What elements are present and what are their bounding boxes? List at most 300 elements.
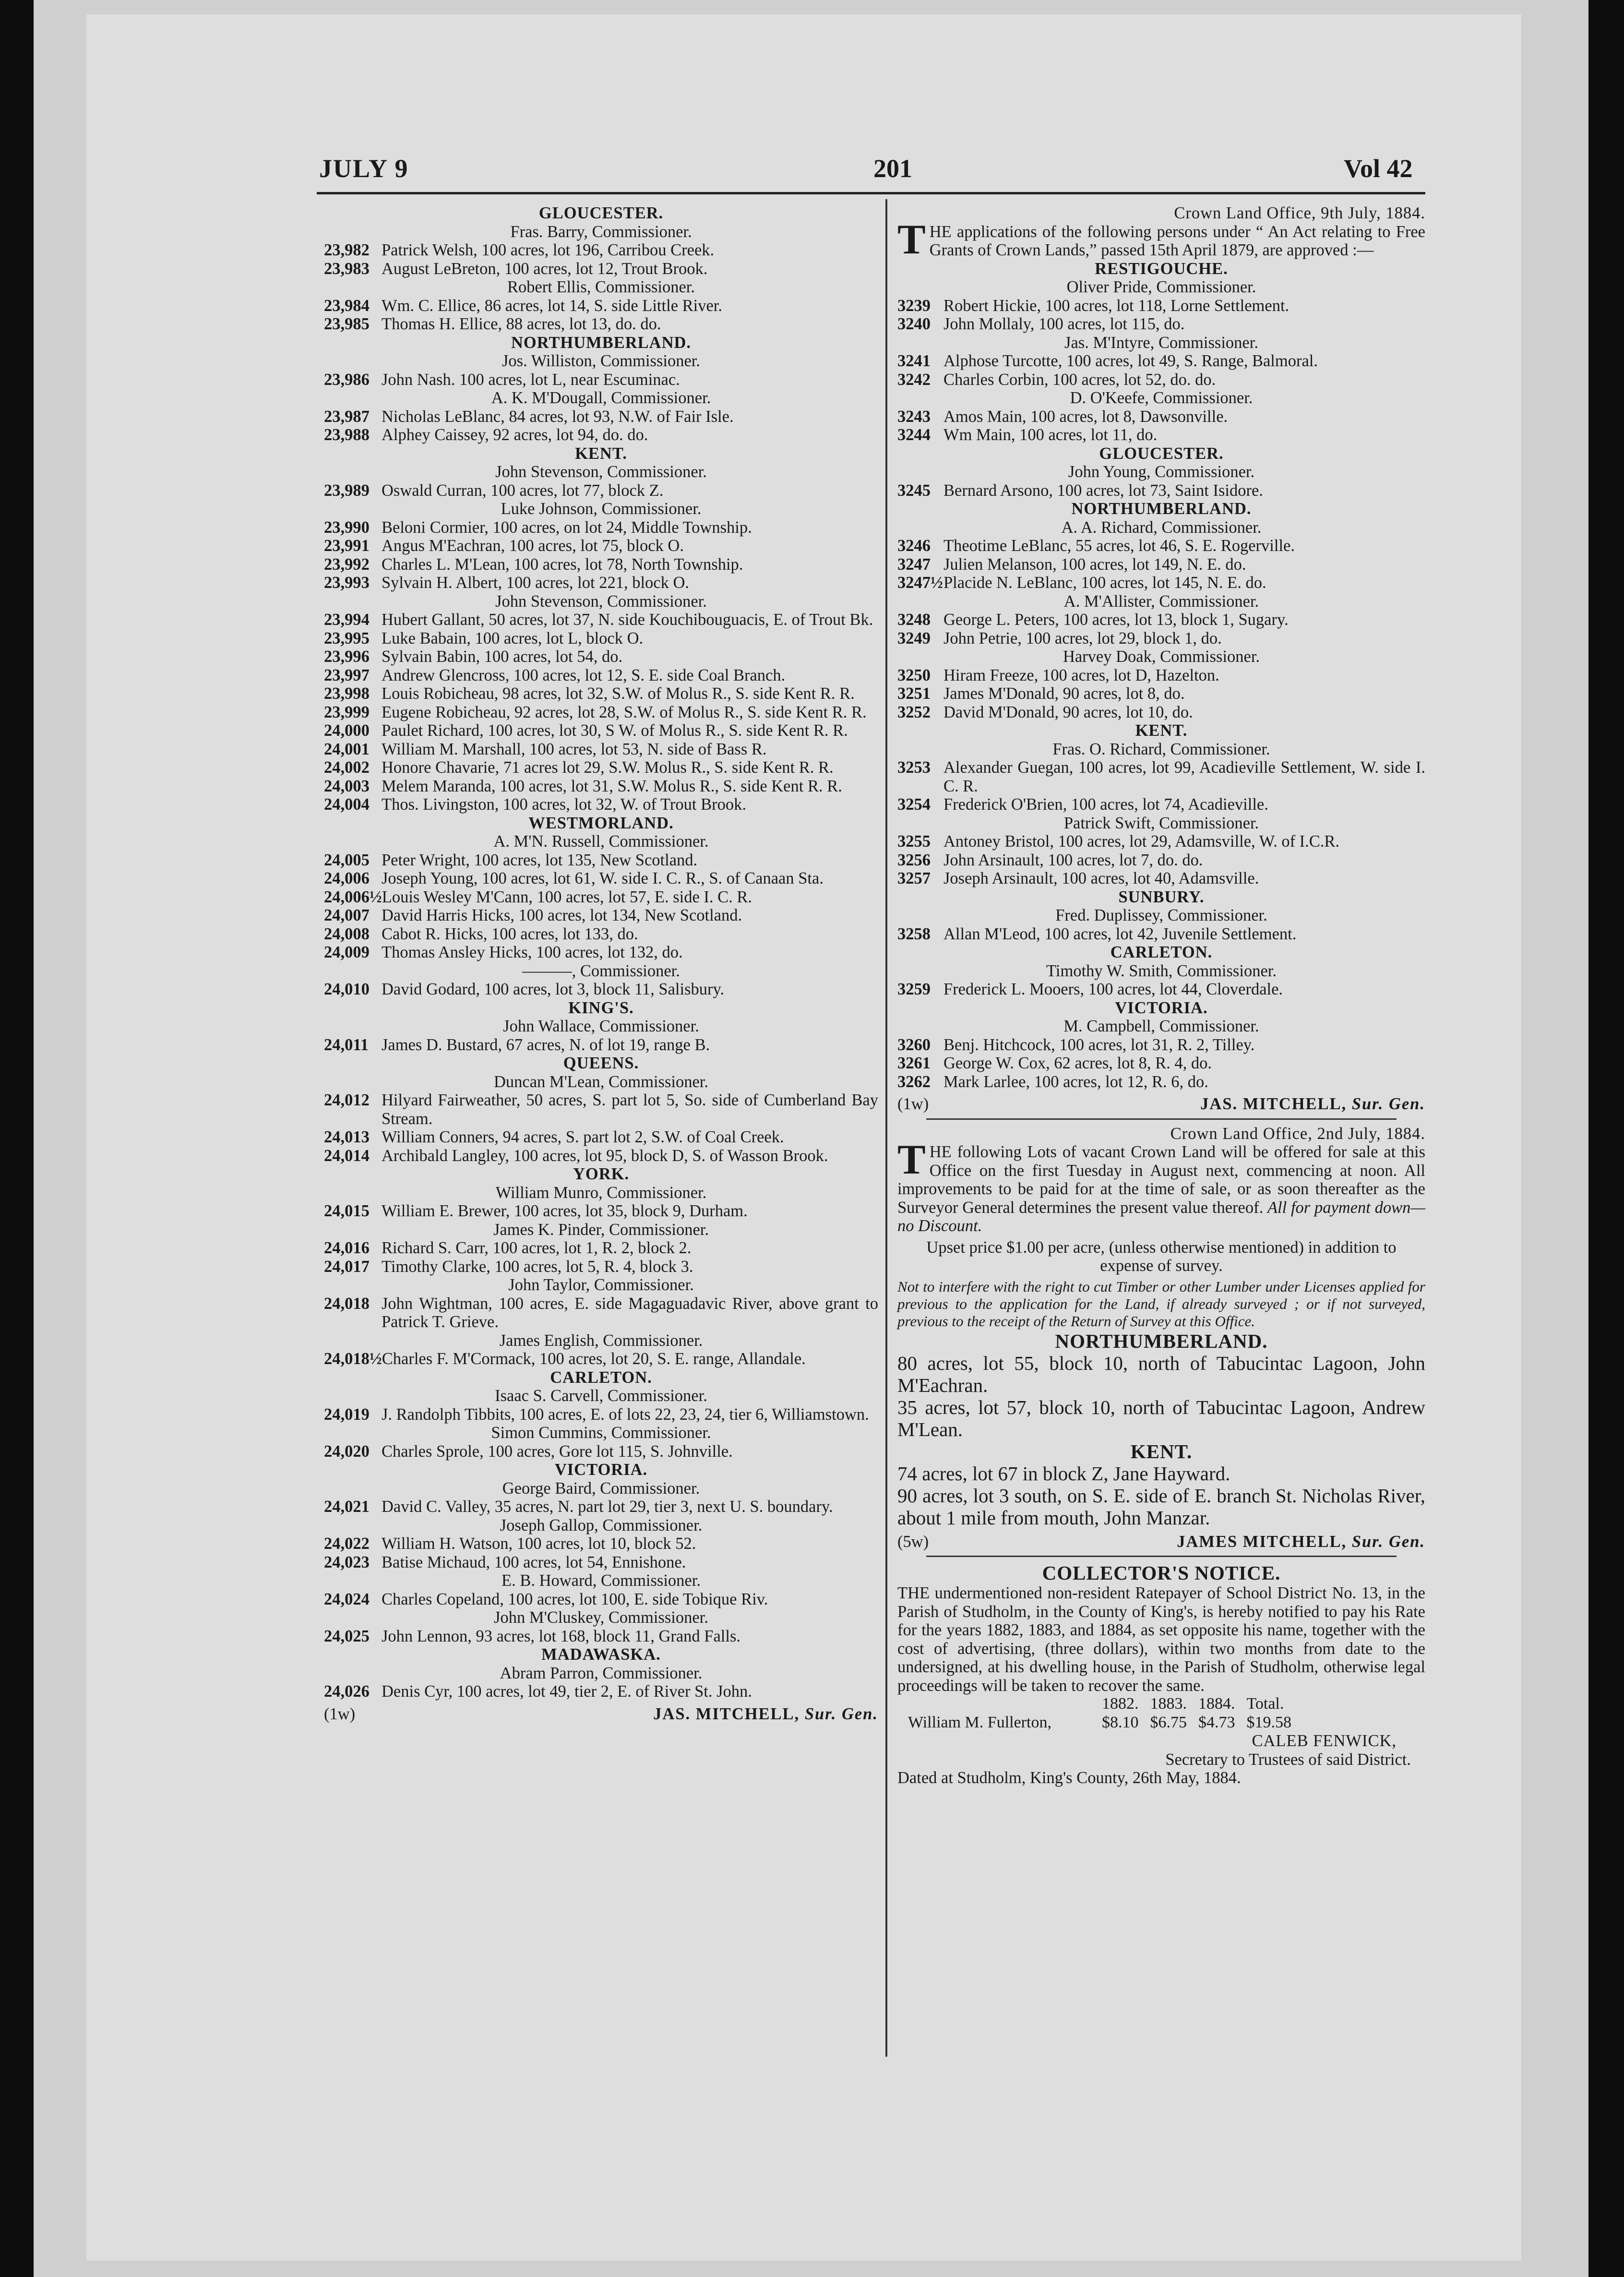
commissioner-line: Luke Johnson, Commissioner. <box>501 500 702 518</box>
commissioner-line: E. B. Howard, Commissioner. <box>502 1571 701 1590</box>
rate-table-header <box>902 1695 1297 1714</box>
grant-entry <box>897 352 1425 371</box>
grant-number: 24,023 <box>324 1553 370 1571</box>
grant-text: Cabot R. Hicks, 100 acres, lot 133, do. <box>382 924 638 943</box>
grant-entry <box>324 1036 878 1055</box>
county-heading: YORK. <box>573 1165 630 1183</box>
grant-text: Angus M'Eachran, 100 acres, lot 75, block O. <box>382 537 684 555</box>
free-grant-list-continued <box>324 204 878 1701</box>
grant-entry <box>324 703 878 722</box>
grant-text: Hilyard Fairweather, 50 acres, S. part lot 5, So. side of Cumberland Bay Stream. <box>382 1091 878 1128</box>
grant-number: 24,007 <box>324 906 370 924</box>
lot-list <box>897 1330 1425 1529</box>
grant-text: Nicholas LeBlanc, 84 acres, lot 93, N.W. of Fair Isle. <box>382 407 734 426</box>
county-heading: MADAWASKA. <box>541 1645 661 1664</box>
grant-entry <box>324 629 878 648</box>
commissioner-line: Jas. M'Intyre, Commissioner. <box>1064 333 1258 352</box>
grant-number: 24,009 <box>324 943 370 961</box>
grant-entry <box>897 832 1425 851</box>
grant-number: 23,995 <box>324 629 370 647</box>
grant-entry <box>324 795 878 814</box>
commissioner-line: James K. Pinder, Commissioner. <box>493 1220 709 1239</box>
grant-entry <box>324 315 878 334</box>
notice-dateline: Crown Land Office, 2nd July, 1884. <box>1170 1124 1425 1143</box>
rate-table-header-cell: 1883. <box>1150 1695 1187 1713</box>
county-heading: NORTHUMBERLAND. <box>1055 1330 1268 1352</box>
grant-text: Thos. Livingston, 100 acres, lot 32, W. of Trout Brook. <box>382 795 746 814</box>
grant-entry <box>324 407 878 426</box>
grant-text: Allan M'Leod, 100 acres, lot 42, Juvenile Settlement. <box>943 924 1297 943</box>
grant-number: 3250 <box>897 666 931 684</box>
grant-entry <box>324 1091 878 1128</box>
grant-number: 24,019 <box>324 1405 370 1424</box>
rate-cell: $6.75 <box>1150 1713 1187 1731</box>
county-heading: KENT. <box>1130 1440 1193 1462</box>
grant-entry <box>897 703 1425 722</box>
grant-entry <box>324 1239 878 1258</box>
grant-entry <box>324 297 878 315</box>
grant-text: Honore Chavarie, 71 acres lot 29, S.W. Molus R., S. side Kent R. R. <box>382 758 834 777</box>
notice-intro-italic: All for payment down— no Discount. <box>897 1198 1426 1235</box>
grant-entry <box>897 629 1425 648</box>
grant-entry <box>324 1627 878 1646</box>
grant-text: Richard S. Carr, 100 acres, lot 1, R. 2, block 2. <box>382 1239 692 1257</box>
grant-number: 3256 <box>897 851 931 869</box>
grant-entry <box>324 1258 878 1276</box>
commissioner-line: Patrick Swift, Commissioner. <box>1063 814 1259 832</box>
header-rule <box>317 192 1425 194</box>
county-heading: CARLETON. <box>550 1368 652 1387</box>
rate-table-header-cell <box>902 1695 1096 1714</box>
signature-title: Sur. Gen. <box>1351 1532 1425 1551</box>
grant-number: 3257 <box>897 869 931 887</box>
grant-text: Hubert Gallant, 50 acres, lot 37, N. side Kouchibouguacis, E. of Trout Bk. <box>382 611 873 629</box>
county-heading: KENT. <box>1135 721 1188 740</box>
grant-entry <box>324 888 878 907</box>
rate-table-header-cell: 1882. <box>1102 1695 1139 1713</box>
grant-number: 23,996 <box>324 647 370 666</box>
grant-entry <box>897 537 1425 555</box>
grant-text: John Lennon, 93 acres, lot 168, block 11, Grand Falls. <box>382 1627 741 1645</box>
grant-text: Frederick L. Mooers, 100 acres, lot 44, Cloverdale. <box>943 980 1283 998</box>
grant-text: Julien Melanson, 100 acres, lot 149, N. E. do. <box>943 555 1246 574</box>
grant-text: James M'Donald, 90 acres, lot 8, do. <box>943 684 1185 703</box>
grant-text: Mark Larlee, 100 acres, lot 12, R. 6, do. <box>943 1072 1208 1091</box>
grant-number: 24,002 <box>324 758 370 777</box>
commissioner-line: James English, Commissioner. <box>499 1331 703 1350</box>
column-divider <box>885 199 887 2057</box>
grant-entry <box>897 980 1425 999</box>
county-heading: SUNBURY. <box>1118 887 1205 906</box>
grant-entry <box>897 1054 1425 1073</box>
commissioner-line: John Stevenson, Commissioner. <box>495 463 707 481</box>
county-heading: VICTORIA. <box>1115 998 1208 1017</box>
grant-number: 23,989 <box>324 481 370 500</box>
grant-number: 24,006½ <box>324 887 382 906</box>
grant-text: August LeBreton, 100 acres, lot 12, Trout Brook. <box>382 259 708 278</box>
grant-text: Charles Copeland, 100 acres, lot 100, E. side Tobique Riv. <box>382 1590 768 1608</box>
grant-entry <box>324 1682 878 1701</box>
grant-number: 24,018½ <box>324 1350 382 1368</box>
commissioner-line: Isaac S. Carvell, Commissioner. <box>495 1387 707 1405</box>
grant-entry <box>897 684 1425 703</box>
grant-number: 3251 <box>897 684 931 703</box>
grant-entry <box>324 1202 878 1221</box>
collectors-notice <box>897 1562 1425 1787</box>
county-heading: NORTHUMBERLAND. <box>1071 500 1252 518</box>
grant-text: Oswald Curran, 100 acres, lot 77, block Z. <box>382 481 664 500</box>
notice-signature <box>897 1533 1425 1551</box>
timber-note: Not to interfere with the right to cut Timber or other Lumber under Licenses applied for previous to the application for the Land, if already surveyed ; or if not surveyed, previous to the receipt of the Return of Survey at this Office. <box>897 1278 1425 1330</box>
grant-text: Louis Robicheau, 98 acres, lot 32, S.W. of Molus R., S. side Kent R. R. <box>382 684 855 703</box>
grant-number: 3258 <box>897 924 931 943</box>
signature-title: Sur. Gen. <box>804 1704 878 1723</box>
grant-text: Denis Cyr, 100 acres, lot 49, tier 2, E. of River St. John. <box>382 1682 752 1701</box>
grant-text: Amos Main, 100 acres, lot 8, Dawsonville. <box>943 407 1228 426</box>
grant-entry <box>897 1073 1425 1091</box>
county-heading: GLOUCESTER. <box>1099 444 1224 463</box>
county-heading: NORTHUMBERLAND. <box>511 333 692 352</box>
grant-entry <box>324 721 878 740</box>
right-column <box>897 204 1425 1787</box>
grant-text: Thomas H. Ellice, 88 acres, lot 13, do. do. <box>382 315 661 333</box>
grant-entry <box>897 555 1425 574</box>
grant-number: 24,006 <box>324 869 370 887</box>
commissioner-line: John Stevenson, Commissioner. <box>495 592 707 611</box>
header-volume: Vol 42 <box>1344 154 1413 183</box>
grant-text: Andrew Glencross, 100 acres, lot 12, S. E. side Coal Branch. <box>382 666 786 684</box>
grant-number: 23,987 <box>324 407 370 426</box>
free-grant-list <box>897 260 1425 1091</box>
lot-entry: 90 acres, lot 3 south, on S. E. side of E. branch St. Nicholas River, about 1 mile from mouth, John Manzar. <box>897 1484 1425 1529</box>
commissioner-line: Joseph Gallop, Commissioner. <box>500 1516 703 1534</box>
grant-number: 23,999 <box>324 703 370 721</box>
grant-number: 24,000 <box>324 721 370 740</box>
county-heading: GLOUCESTER. <box>538 204 664 222</box>
grant-entry <box>324 1553 878 1572</box>
notice-dateline: Crown Land Office, 9th July, 1884. <box>1174 204 1425 222</box>
commissioner-line: John Wallace, Commissioner. <box>503 1017 699 1035</box>
commissioner-line: Duncan M'Lean, Commissioner. <box>494 1072 708 1091</box>
grant-number: 24,014 <box>324 1146 370 1165</box>
county-heading: KENT. <box>575 444 627 463</box>
insertion-mark: (1w) <box>324 1704 356 1723</box>
insertion-mark: (5w) <box>897 1532 929 1551</box>
grant-text: Wm. C. Ellice, 86 acres, lot 14, S. side Little River. <box>382 296 722 315</box>
grant-text: David C. Valley, 35 acres, N. part lot 29, tier 3, next U. S. boundary. <box>382 1498 833 1516</box>
grant-text: David Harris Hicks, 100 acres, lot 134, New Scotland. <box>382 906 742 924</box>
grant-text: Benj. Hitchcock, 100 acres, lot 31, R. 2, Tilley. <box>943 1035 1255 1054</box>
grant-text: John Mollaly, 100 acres, lot 115, do. <box>943 315 1185 333</box>
signer-title: Secretary to Trustees of said District. <box>1165 1750 1411 1769</box>
signature-name: JAS. MITCHELL, <box>1200 1095 1347 1113</box>
grant-number: 23,984 <box>324 296 370 315</box>
grant-entry <box>324 684 878 703</box>
grant-text: John Wightman, 100 acres, E. side Magaguadavic River, above grant to Patrick T. Grieve. <box>382 1294 878 1331</box>
grant-text: Placide N. LeBlanc, 100 acres, lot 145, N. E. do. <box>943 574 1266 592</box>
drop-cap: T <box>897 216 926 263</box>
land-sale-notice <box>897 1125 1425 1551</box>
grant-number: 24,012 <box>324 1091 370 1109</box>
header-page-number: 201 <box>873 154 912 183</box>
grant-text: Timothy Clarke, 100 acres, lot 5, R. 4, block 3. <box>382 1257 693 1276</box>
grant-number: 23,985 <box>324 315 370 333</box>
commissioner-line: ———, Commissioner. <box>522 961 680 980</box>
grant-number: 24,017 <box>324 1257 370 1276</box>
commissioner-line: A. A. Richard, Commissioner. <box>1061 518 1262 537</box>
grant-entry <box>897 371 1425 389</box>
grant-number: 3252 <box>897 703 931 721</box>
rate-table-header-cell: 1884. <box>1198 1695 1235 1713</box>
grant-entry <box>324 426 878 444</box>
grant-entry <box>324 481 878 500</box>
section-rule <box>926 1118 1397 1120</box>
commissioner-line: Simon Cummins, Commissioner. <box>491 1424 711 1442</box>
commissioner-line: Fras. Barry, Commissioner. <box>510 222 692 241</box>
grant-text: David Godard, 100 acres, lot 3, block 11, Salisbury. <box>382 980 725 998</box>
commissioner-line: Fras. O. Richard, Commissioner. <box>1052 740 1270 758</box>
grant-entry <box>897 851 1425 870</box>
county-heading: VICTORIA. <box>554 1461 648 1479</box>
grant-number: 23,983 <box>324 259 370 278</box>
grant-number: 3253 <box>897 758 931 777</box>
grant-number: 3239 <box>897 296 931 315</box>
grant-number: 3249 <box>897 629 931 647</box>
commissioner-line: M. Campbell, Commissioner. <box>1063 1017 1259 1035</box>
lot-entry: 80 acres, lot 55, block 10, north of Tabucintac Lagoon, John M'Eachran. <box>897 1352 1425 1396</box>
grant-number: 3254 <box>897 795 931 814</box>
commissioner-line: Robert Ellis, Commissioner. <box>507 278 695 296</box>
insertion-mark: (1w) <box>897 1095 929 1113</box>
grant-number: 3247½ <box>897 574 943 592</box>
grant-entry <box>324 574 878 592</box>
grant-entry <box>324 260 878 278</box>
grant-entry <box>897 315 1425 334</box>
grant-number: 24,004 <box>324 795 370 814</box>
rate-table-header-cell: Total. <box>1246 1695 1284 1713</box>
grant-text: Peter Wright, 100 acres, lot 135, New Scotland. <box>382 851 698 869</box>
commissioner-line: A. M'N. Russell, Commissioner. <box>493 832 709 851</box>
grant-number: 3247 <box>897 555 931 574</box>
grant-entry <box>897 666 1425 685</box>
county-heading: WESTMORLAND. <box>528 814 674 832</box>
grant-entry <box>324 1590 878 1609</box>
grant-entry <box>324 647 878 666</box>
grant-text: Frederick O'Brien, 100 acres, lot 74, Acadieville. <box>943 795 1268 814</box>
grant-text: Charles F. M'Cormack, 100 acres, lot 20, S. E. range, Allandale. <box>382 1350 806 1368</box>
grant-entry <box>897 611 1425 629</box>
grant-number: 24,025 <box>324 1627 370 1645</box>
grant-text: Patrick Welsh, 100 acres, lot 196, Carribou Creek. <box>382 241 715 259</box>
grant-entry <box>324 777 878 796</box>
grant-entry <box>324 1534 878 1553</box>
grant-number: 24,026 <box>324 1682 370 1701</box>
grant-entry <box>897 297 1425 315</box>
grant-entry <box>897 407 1425 426</box>
commissioner-line: Oliver Pride, Commissioner. <box>1066 278 1256 296</box>
commissioner-line: Timothy W. Smith, Commissioner. <box>1046 961 1277 980</box>
grant-entry <box>897 1036 1425 1055</box>
grant-number: 23,992 <box>324 555 370 574</box>
commissioner-line: Abram Parron, Commissioner. <box>500 1664 703 1682</box>
grant-number: 23,991 <box>324 537 370 555</box>
header-date: JULY 9 <box>319 154 409 183</box>
commissioner-line: John Young, Commissioner. <box>1068 463 1255 481</box>
grant-text: William E. Brewer, 100 acres, lot 35, block 9, Durham. <box>382 1202 748 1220</box>
grant-number: 23,988 <box>324 426 370 444</box>
grant-number: 23,993 <box>324 574 370 592</box>
grant-text: William M. Marshall, 100 acres, lot 53, N. side of Bass R. <box>382 740 767 758</box>
grant-number: 3259 <box>897 980 931 998</box>
grant-entry <box>324 611 878 629</box>
grant-text: Alexander Guegan, 100 acres, lot 99, Acadieville Settlement, W. side I. C. R. <box>943 758 1425 795</box>
rate-cell: $8.10 <box>1102 1713 1139 1731</box>
notice-intro: HE following Lots of vacant Crown Land will be offered for sale at this Office on the first Tuesday in August next, commencing at noon. All improvements to be paid for at the time of sale, or as soon thereafter as the Surveyor General determines the present value thereof. <box>897 1143 1425 1217</box>
grant-text: Theotime LeBlanc, 55 acres, lot 46, S. E. Rogerville. <box>943 537 1295 555</box>
ratepayer-name: William M. Fullerton, <box>908 1713 1051 1731</box>
commissioner-line: A. K. M'Dougall, Commissioner. <box>491 389 711 407</box>
grant-number: 24,005 <box>324 851 370 869</box>
grant-number: 24,010 <box>324 980 370 998</box>
grant-text: Charles L. M'Lean, 100 acres, lot 78, North Township. <box>382 555 743 574</box>
grant-number: 24,013 <box>324 1128 370 1146</box>
grant-text: Alphey Caissey, 92 acres, lot 94, do. do. <box>382 426 648 444</box>
grant-text: Wm Main, 100 acres, lot 11, do. <box>943 426 1158 444</box>
grant-text: Batise Michaud, 100 acres, lot 54, Ennishone. <box>382 1553 686 1571</box>
grant-number: 23,994 <box>324 611 370 629</box>
free-grants-notice <box>897 204 1425 1114</box>
grant-number: 23,997 <box>324 666 370 684</box>
left-column <box>324 204 878 1723</box>
grant-entry <box>897 795 1425 814</box>
signature-title: Sur. Gen. <box>1351 1095 1425 1113</box>
grant-number: 3260 <box>897 1035 931 1054</box>
grant-entry <box>324 1128 878 1147</box>
grant-entry <box>897 869 1425 888</box>
grant-number: 3255 <box>897 832 931 851</box>
grant-entry <box>324 518 878 537</box>
grant-number: 24,015 <box>324 1202 370 1220</box>
grant-text: Alphose Turcotte, 100 acres, lot 49, S. Range, Balmoral. <box>943 352 1318 370</box>
grant-entry <box>324 241 878 260</box>
grant-text: William H. Watson, 100 acres, lot 10, block 52. <box>382 1534 696 1553</box>
grant-number: 24,024 <box>324 1590 370 1608</box>
grant-number: 3240 <box>897 315 931 333</box>
grant-text: J. Randolph Tibbits, 100 acres, E. of lots 22, 23, 24, tier 6, Williamstown. <box>382 1405 869 1424</box>
signature-name: JAMES MITCHELL, <box>1177 1532 1347 1551</box>
grant-text: John Petrie, 100 acres, lot 29, block 1, do. <box>943 629 1222 647</box>
grant-entry <box>324 758 878 777</box>
grant-entry <box>324 869 878 888</box>
notice-body: THE undermentioned non-resident Ratepayer of School District No. 13, in the Parish of Studholm, in the County of King's, is hereby notified to pay his Rate for the years 1882, 1883, and 1884, as set opposite his name, together with the cost of advertising, (three dollars), within two months from date to the undersigned, at his dwelling house, in the Parish of Studholm, otherwise legal proceedings will be taken to recover the same. <box>897 1584 1425 1695</box>
grant-entry <box>324 666 878 685</box>
grant-text: Robert Hickie, 100 acres, lot 118, Lorne Settlement. <box>943 296 1290 315</box>
grant-text: Louis Wesley M'Cann, 100 acres, lot 57, E. side I. C. R. <box>382 887 752 906</box>
grant-entry <box>324 371 878 389</box>
upset-price: Upset price $1.00 per acre, (unless otherwise mentioned) in addition to expense of survey. <box>926 1238 1397 1275</box>
notice-title: COLLECTOR'S NOTICE. <box>1042 1562 1281 1584</box>
grant-text: Thomas Ansley Hicks, 100 acres, lot 132, do. <box>382 943 683 961</box>
grant-text: Melem Maranda, 100 acres, lot 31, S.W. Molus R., S. side Kent R. R. <box>382 777 842 795</box>
left-signature <box>324 1705 878 1724</box>
grant-entry <box>324 1442 878 1461</box>
grant-number: 3243 <box>897 407 931 426</box>
grant-text: Beloni Cormier, 100 acres, on lot 24, Middle Township. <box>382 518 752 537</box>
grant-text: Sylvain H. Albert, 100 acres, lot 221, block O. <box>382 574 690 592</box>
commissioner-line: Fred. Duplissey, Commissioner. <box>1055 906 1267 924</box>
commissioner-line: Harvey Doak, Commissioner. <box>1063 647 1260 666</box>
commissioner-line: George Baird, Commissioner. <box>502 1479 700 1498</box>
commissioner-line: John Taylor, Commissioner. <box>508 1276 694 1294</box>
grant-entry <box>897 481 1425 500</box>
grant-text: Bernard Arsono, 100 acres, lot 73, Saint Isidore. <box>943 481 1263 500</box>
grant-text: Paulet Richard, 100 acres, lot 30, S W. of Molus R., S. side Kent R. R. <box>382 721 848 740</box>
grant-text: Charles Sprole, 100 acres, Gore lot 115, S. Johnville. <box>382 1442 733 1461</box>
grant-text: John Arsinault, 100 acres, lot 7, do. do. <box>943 851 1203 869</box>
grant-number: 24,003 <box>324 777 370 795</box>
county-heading: QUEENS. <box>563 1054 639 1072</box>
rate-table <box>902 1695 1297 1732</box>
grant-number: 24,008 <box>324 924 370 943</box>
commissioner-line: A. M'Allister, Commissioner. <box>1063 592 1259 611</box>
grant-entry <box>897 925 1425 944</box>
grant-text: John Nash. 100 acres, lot L, near Escuminac. <box>382 370 680 389</box>
grant-number: 24,018 <box>324 1294 370 1313</box>
grant-number: 23,990 <box>324 518 370 537</box>
grant-number: 24,022 <box>324 1534 370 1553</box>
county-heading: RESTIGOUCHE. <box>1095 259 1228 278</box>
grant-entry <box>324 906 878 925</box>
rate-cell: $4.73 <box>1198 1713 1235 1731</box>
grant-entry <box>897 574 1425 592</box>
commissioner-line: John M'Cluskey, Commissioner. <box>494 1608 708 1627</box>
lot-entry: 35 acres, lot 57, block 10, north of Tabucintac Lagoon, Andrew M'Lean. <box>897 1396 1425 1440</box>
grant-number: 24,020 <box>324 1442 370 1461</box>
grant-text: Eugene Robicheau, 92 acres, lot 28, S.W. of Molus R., S. side Kent R. R. <box>382 703 867 721</box>
grant-entry <box>324 851 878 870</box>
grant-text: Joseph Young, 100 acres, lot 61, W. side I. C. R., S. of Canaan Sta. <box>382 869 824 887</box>
table-row <box>902 1714 1297 1732</box>
grant-entry <box>324 537 878 555</box>
signature-name: JAS. MITCHELL, <box>653 1704 800 1723</box>
grant-text: Luke Babain, 100 acres, lot L, block O. <box>382 629 644 647</box>
commissioner-line: D. O'Keefe, Commissioner. <box>1070 389 1253 407</box>
grant-text: James D. Bustard, 67 acres, N. of lot 19, range B. <box>382 1035 710 1054</box>
grant-text: Archibald Langley, 100 acres, lot 95, block D, S. of Wasson Brook. <box>382 1146 828 1165</box>
grant-entry <box>324 943 878 962</box>
notice-signature <box>897 1095 1425 1114</box>
grant-entry <box>897 758 1425 795</box>
commissioner-line: William Munro, Commissioner. <box>495 1183 707 1202</box>
grant-text: George W. Cox, 62 acres, lot 8, R. 4, do. <box>943 1054 1212 1072</box>
grant-number: 3262 <box>897 1072 931 1091</box>
grant-number: 23,998 <box>324 684 370 703</box>
rate-total: $19.58 <box>1246 1713 1291 1731</box>
grant-entry <box>324 1147 878 1165</box>
grant-number: 24,001 <box>324 740 370 758</box>
grant-number: 24,016 <box>324 1239 370 1257</box>
notice-intro: HE applications of the following persons under “ An Act relating to Free Grants of Crown Lands,” passed 15th April 1879, are approved :— <box>929 222 1425 259</box>
grant-number: 3245 <box>897 481 931 500</box>
grant-text: Sylvain Babin, 100 acres, lot 54, do. <box>382 647 623 666</box>
grant-entry <box>324 1350 878 1368</box>
grant-entry <box>324 555 878 574</box>
grant-text: Antoney Bristol, 100 acres, lot 29, Adamsville, W. of I.C.R. <box>943 832 1340 851</box>
grant-entry <box>897 426 1425 444</box>
grant-text: Joseph Arsinault, 100 acres, lot 40, Adamsville. <box>943 869 1259 887</box>
grant-number: 3248 <box>897 611 931 629</box>
grant-entry <box>324 1294 878 1331</box>
